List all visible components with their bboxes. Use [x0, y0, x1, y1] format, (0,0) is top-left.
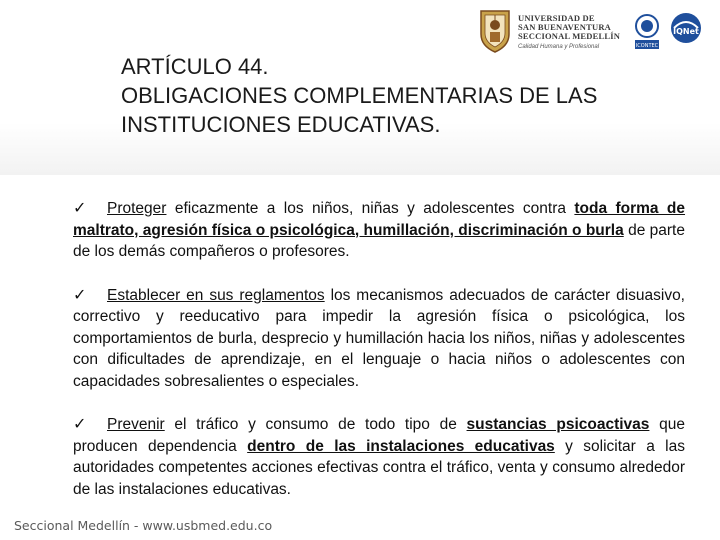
bullet-paragraph-1 [73, 198, 685, 263]
article-body [73, 198, 685, 522]
p1-keyword: Proteger [107, 200, 167, 217]
p1-emphasis: toda forma de maltrato, agresión física o psicológica, humillación, discriminación o burla [73, 200, 686, 239]
p2-text-1: los mecanismos adecuados de carácter disuasivo, correctivo y reeducativo para impedir la agresión física o psicológica, los comportamientos de burla, desprecio y humillación hacia los niños, niñas y adolescentes con dificultades de aprendizaje, en el lenguaje o hacia niños o adolescentes con capacidades sobresalientes o especiales. [73, 286, 685, 390]
title-line-3: INSTITUCIONES EDUCATIVAS. [121, 112, 441, 137]
title-line-2: OBLIGACIONES COMPLEMENTARIAS DE LAS [121, 83, 598, 108]
p3-emphasis-1: sustancias psicoactivas [466, 416, 650, 433]
page-title [121, 52, 701, 139]
p3-text-2: que producen dependencia [73, 416, 685, 455]
title-line-1: ARTÍCULO 44. [121, 54, 269, 79]
university-name [518, 14, 628, 51]
bullet-paragraph-2 [73, 285, 685, 393]
p2-keyword: Establecer en sus reglamentos [107, 286, 325, 304]
checkmark-icon: ✓ [73, 416, 87, 433]
university-logo [478, 8, 628, 54]
university-line-1: UNIVERSIDAD DE [518, 13, 595, 23]
checkmark-icon: ✓ [73, 286, 87, 304]
p3-text-1: el tráfico y consumo de todo tipo de [164, 416, 467, 433]
p3-text-3: y solicitar a las autoridades competentes acciones efectivas contra el tráfico, venta y consumo alrededor de las instalaciones educativas. [73, 437, 685, 498]
cert-badge-1-label: ICONTEC [635, 43, 659, 49]
p1-text-2: de parte de los demás compañeros o profesores. [73, 221, 685, 260]
cert-badge-2-label: IQNet [673, 27, 699, 36]
bullet-paragraph-3 [73, 414, 685, 500]
university-line-2: SAN BUENAVENTURA [518, 22, 612, 32]
university-line-3: SECCIONAL MEDELLÍN [518, 31, 621, 41]
university-slogan: Calidad Humana y Profesional [518, 44, 600, 50]
footer-website: Seccional Medellín - www.usbmed.edu.co [14, 518, 273, 533]
icontec-certification-icon [632, 12, 662, 52]
p1-text-1: eficazmente a los niños, niñas y adolescentes contra [166, 200, 575, 217]
iqnet-certification-icon [668, 12, 704, 52]
crest-icon [478, 8, 512, 54]
p3-emphasis-2: dentro de las instalaciones educativas [247, 437, 555, 455]
p3-keyword: Prevenir [107, 416, 165, 433]
checkmark-icon: ✓ [73, 200, 87, 217]
